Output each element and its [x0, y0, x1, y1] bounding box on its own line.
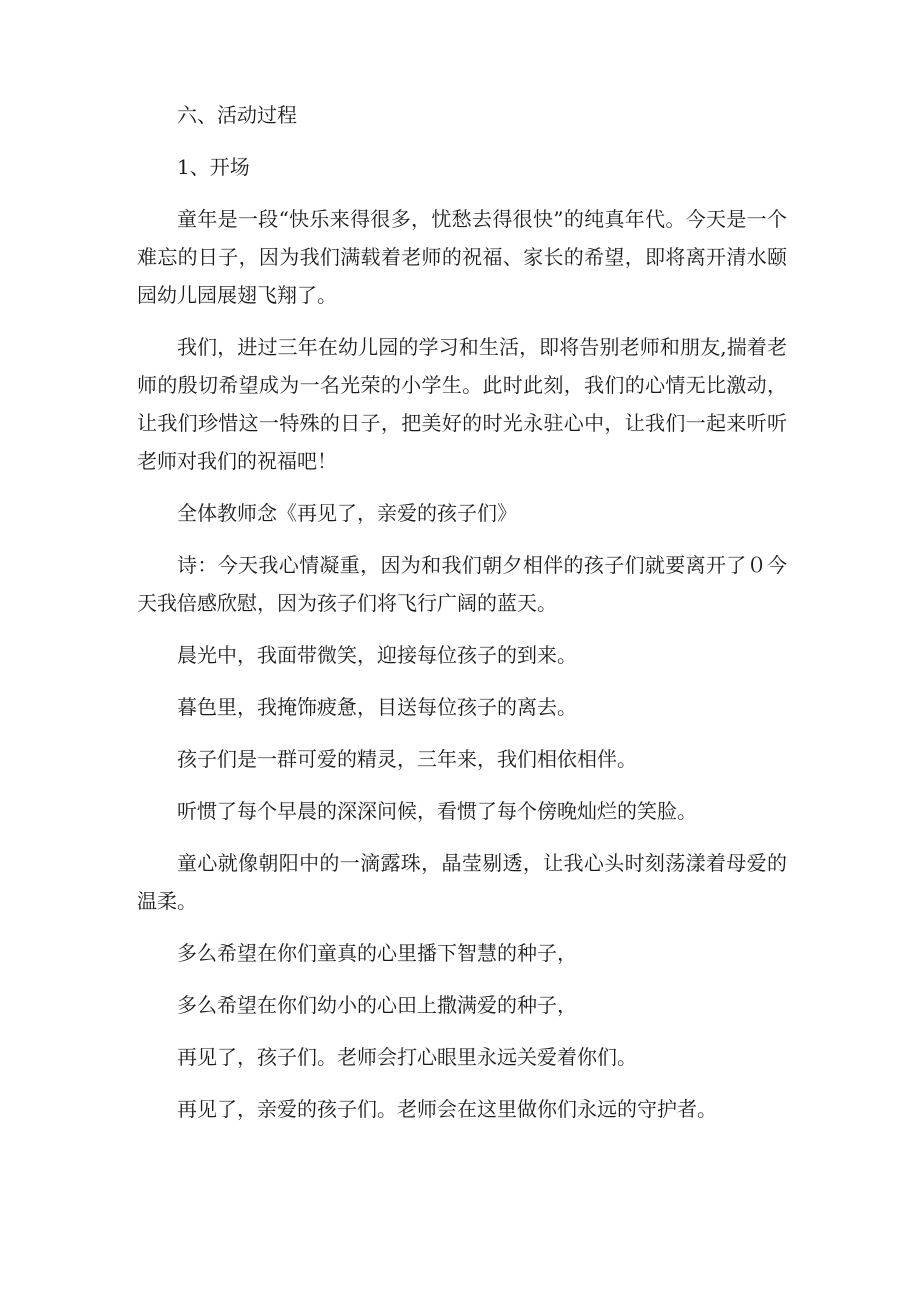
- paragraph: 孩子们是一群可爱的精灵，三年来，我们相依相伴。: [177, 747, 637, 771]
- paragraph: 童年是一段“快乐来得很多，忧愁去得很快”的纯真年代。今天是一个难忘的日子，因为我们满载着老师的祝福、家长的希望，即将离开清水颐园幼儿园展翅飞翔了。: [137, 207, 787, 307]
- paragraph: 多么希望在你们童真的心里播下智慧的种子，: [177, 941, 577, 965]
- paragraph: 我们，进过三年在幼儿园的学习和生活，即将告别老师和朋友,揣着老师的殷切希望成为一名光荣的小学生。此时此刻，我们的心情无比激动，让我们珍惜这一特殊的日子，把美好的时光永驻心中，让我们一起来听听老师对我们的祝福吧！: [137, 335, 787, 473]
- paragraph: 再见了，孩子们。老师会打心眼里永远关爱着你们。: [177, 1045, 637, 1069]
- subheading: 1、开场: [177, 155, 250, 179]
- document-body: [137, 96, 787, 1142]
- paragraph: 童心就像朝阳中的一滴露珠，晶莹剔透，让我心头时刻荡漾着母爱的温柔。: [137, 851, 787, 913]
- paragraph: 诗：今天我心情凝重，因为和我们朝夕相伴的孩子们就要离开了０今天我倍感欣慰，因为孩子们将飞行广阔的蓝天。: [137, 553, 787, 615]
- paragraph: 晨光中，我面带微笑，迎接每位孩子的到来。: [177, 643, 577, 667]
- section-heading: 六、活动过程: [177, 103, 297, 127]
- paragraph: 再见了，亲爱的孩子们。老师会在这里做你们永远的守护者。: [177, 1097, 717, 1121]
- paragraph: 暮色里，我掩饰疲惫，目送每位孩子的离去。: [177, 695, 577, 719]
- paragraph: 多么希望在你们幼小的心田上撒满爱的种子，: [177, 993, 577, 1017]
- paragraph: 听惯了每个早晨的深深问候，看惯了每个傍晚灿烂的笑脸。: [177, 799, 697, 823]
- paragraph: 全体教师念《再见了，亲爱的孩子们》: [177, 501, 517, 525]
